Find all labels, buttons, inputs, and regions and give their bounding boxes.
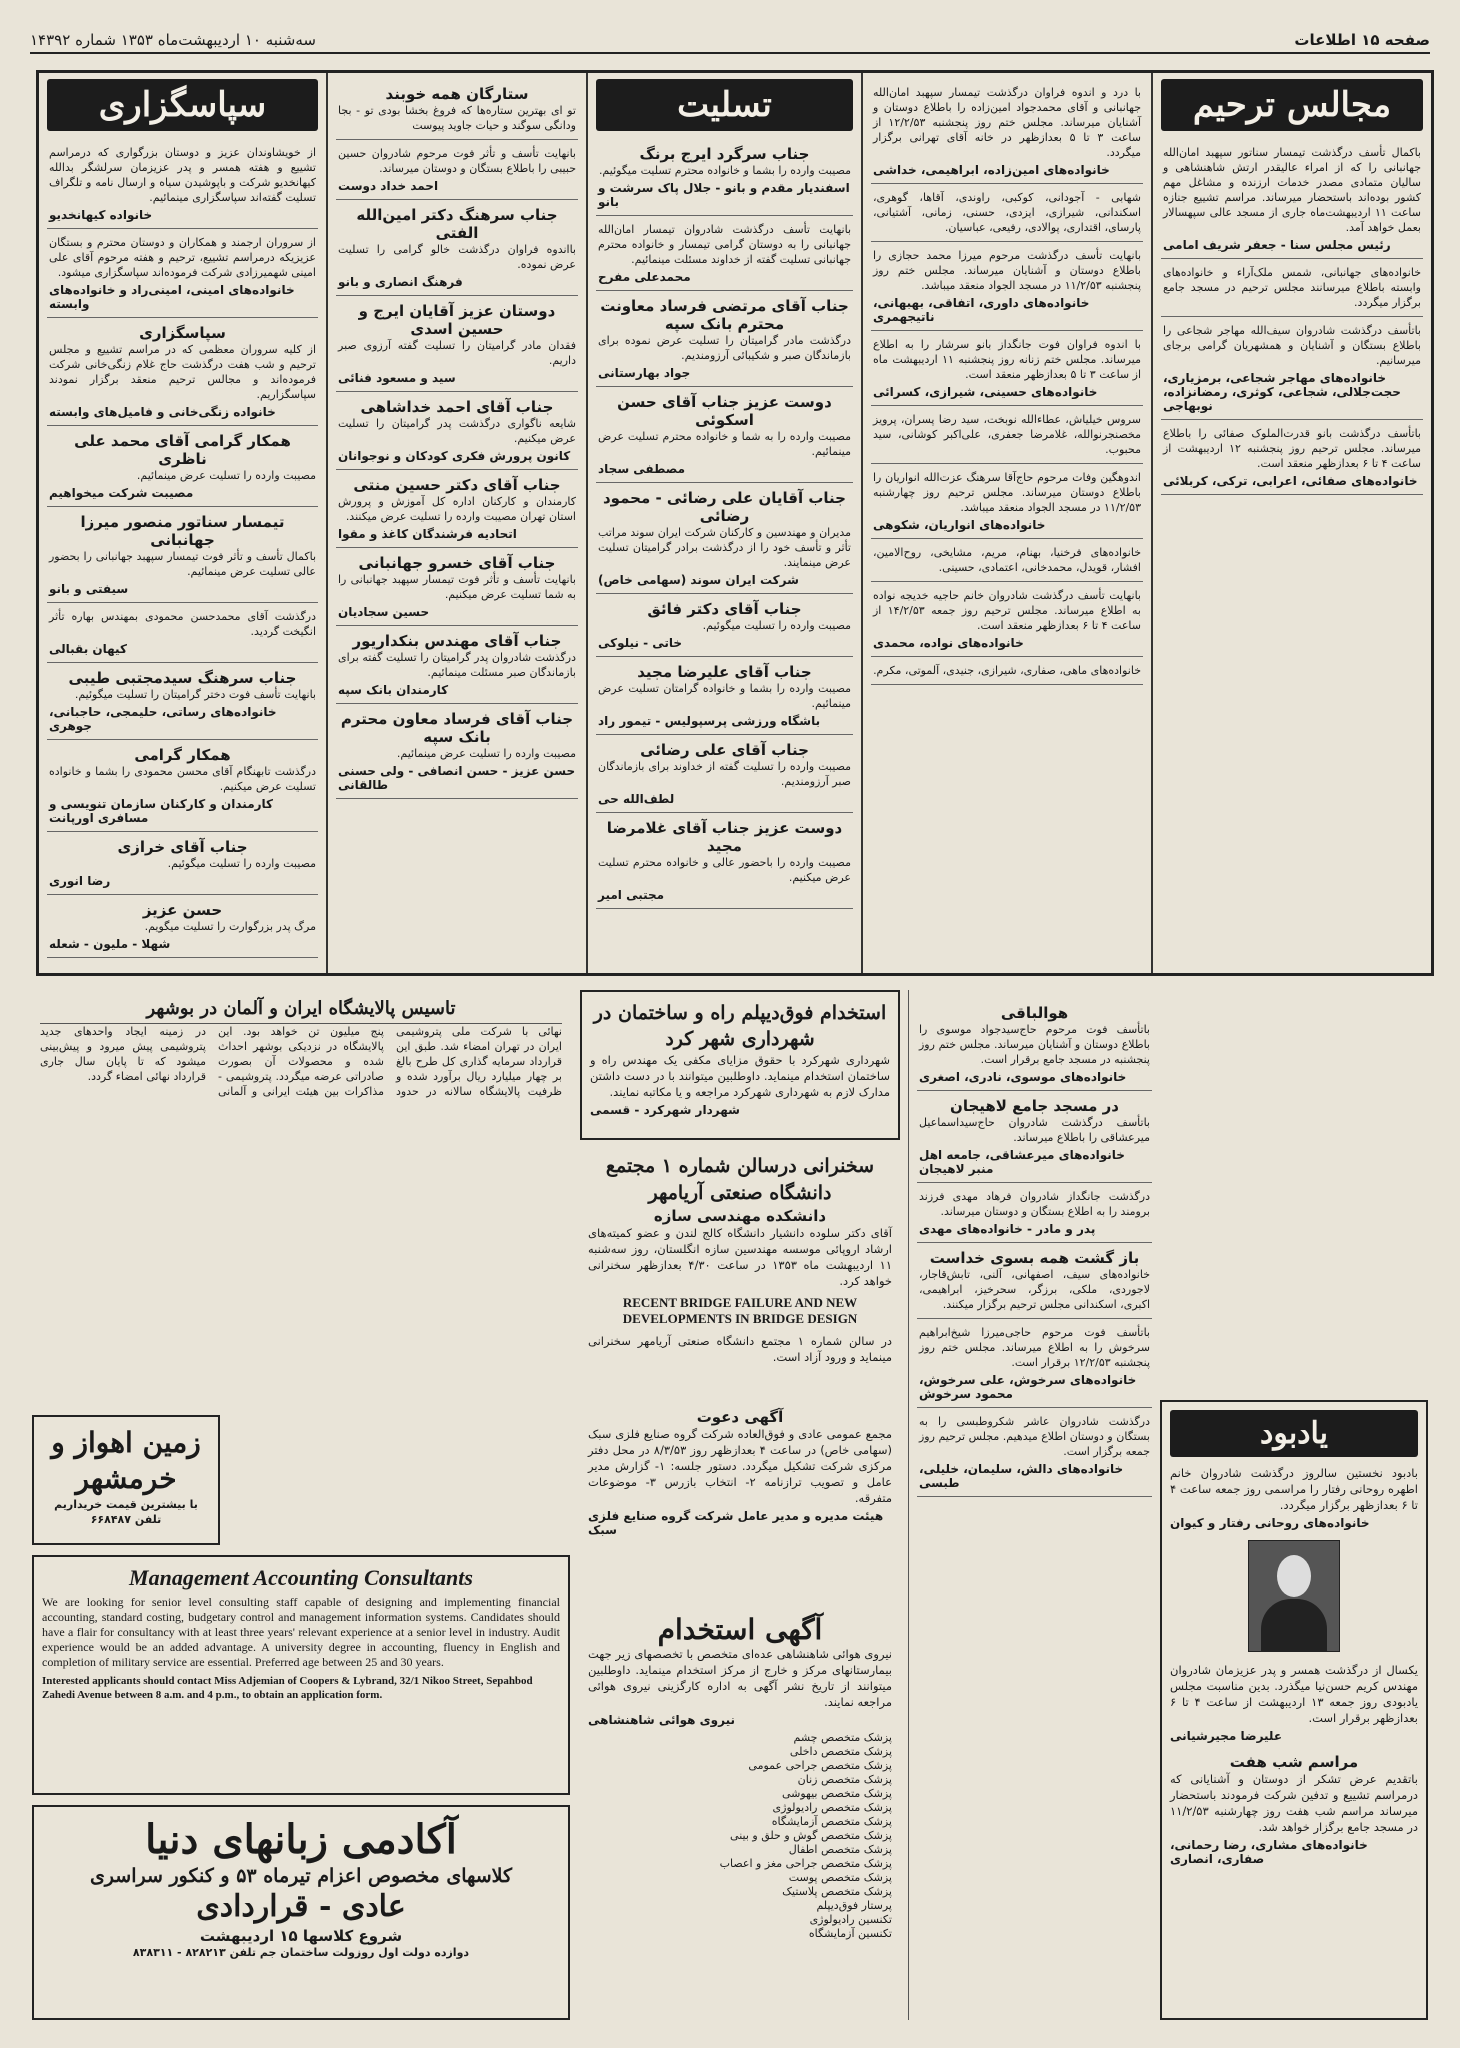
seventh-night-title: مراسم شب هفت <box>1229 1753 1359 1771</box>
notice-text: شهابی - آجودانی، کوکبی، راوندی، آقاها، گوهری، اسکندانی، شیرازی، ایزدی، حسنی، زمانی، آشتیانی، پارسای، اقتداری، پوالادی، رفیعی، عباسیان. <box>873 191 1141 234</box>
notice-block <box>596 291 853 387</box>
notice-text: شایعه ناگواری درگذشت پدر گرامیتان را تسلیت عرض میکنیم. <box>338 417 576 445</box>
header-page-info: صفحه ۱۵ اطلاعات <box>1294 31 1430 49</box>
notice-block <box>917 1091 1152 1183</box>
notice-title: باز گشت همه بسوی خداست <box>929 1249 1140 1267</box>
notice-signature: شرکت ایران سوند (سهامی خاص) <box>598 573 799 587</box>
land-phone: تلفن ۶۶۸۴۸۷ <box>90 1513 162 1526</box>
notice-signature: اسفندیار مقدم و بانو - جلال پاک سرشت و بانو <box>598 181 850 209</box>
notice-text: بانهایت تأسف درگذشت مرحوم میرزا محمد حجازی را باطلاع دوستان و آشنایان میرساند. مجلس ختم روز پنجشنبه ۱۱/۲/۵۳ در مسجد الجواد منعقد میباشد. <box>873 249 1141 292</box>
notice-block <box>871 657 1143 685</box>
notice-title: سپاسگزاری <box>139 324 226 342</box>
notice-signature: خانواده‌های دالش، سلیمان، خلیلی، طبسی <box>919 1462 1124 1490</box>
notice-text: مصیبت وارده را تسلیت عرض مینمائیم. <box>136 469 316 482</box>
engineer-ad-sign: شهردار شهرکرد - قسمی <box>590 1103 740 1117</box>
column-thanks <box>39 73 326 973</box>
notice-block <box>917 1408 1152 1497</box>
lecture-note: در سالن شماره ۱ مجتمع دانشگاه صنعتی آریامهر سخنرانی مینماید و ورود آزاد است. <box>588 1334 892 1364</box>
notice-text: مصیبت وارده را باحضور عالی و خانواده محترم تسلیت عرض میکنیم. <box>598 856 851 884</box>
notice-text: از کلیه سروران معظمی که در مراسم تشییع و مجلس ترحیم و شب هفت درگذشت حاج غلام زنگی‌خانی شرکت فرموده‌اند و مجالس ترحیم منعقد برگزار نمودند سپاسگزاریم. <box>49 343 316 401</box>
lecture-english-title: RECENT BRIDGE FAILURE AND NEW DEVELOPMENTS IN BRIDGE DESIGN <box>622 1295 858 1326</box>
notice-signature: خاتی - نیلوکی <box>598 636 683 650</box>
notice-title: جناب آقای احمد خداشاهی <box>360 398 554 416</box>
seventh-night-sign: خانواده‌های مشاری، رضا رحمانی، صفاری، انصاری <box>1170 1838 1368 1866</box>
hiring-list-item: پزشک متخصص پوست <box>788 1871 892 1884</box>
notice-title: جناب آقای مهندس بنکداریور <box>352 632 562 650</box>
hiring-list-item: پزشک متخصص آزمایشگاه <box>771 1815 892 1828</box>
notice-title: جناب آقایان علی رضائی - محمود رضائی <box>602 489 846 525</box>
column-condolences-continued <box>326 73 586 973</box>
notice-text: از خویشاوندان عزیز و دوستان بزرگواری که درمراسم تشییع و هفته همسر و پدر عزیزمان سرلشگر بدالله کیهانخدیو شرکت و باپوشیدن سیاه و ارسال نامه و تلگراف تسلیت گفته‌اند سپاسگزاری مینمائیم. <box>49 146 316 204</box>
notice-block <box>1161 317 1423 420</box>
hiring-list-item: پرستار فوق‌دیپلم <box>816 1899 892 1912</box>
notice-title: همکار گرامی آقای محمد علی ناظری <box>74 432 291 468</box>
notice-signature: شهلا - ملیون - شعله <box>49 937 171 951</box>
notice-text: بانهایت تأسف و تأثر فوت تیمسار سپهبد جهانبانی را به شما تسلیت عرض میکنیم. <box>338 573 576 601</box>
notice-block <box>1161 420 1423 495</box>
notice-signature: باشگاه ورزشی پرسپولیس - تیمور راد <box>598 714 821 728</box>
notice-block <box>871 539 1143 582</box>
english-ad-title: Management Accounting Consultants <box>129 1565 473 1590</box>
engineer-hiring-ad <box>580 990 900 1140</box>
notice-block <box>871 79 1143 184</box>
notice-signature: خانواده‌های سرخوش، علی سرخوش، محمود سرخوش <box>919 1373 1137 1401</box>
notice-text: مصیبت وارده را تسلیت عرض مینمائیم. <box>396 747 576 760</box>
refinery-title: تاسیس پالایشگاه ایران و آلمان در بوشهر <box>40 998 562 1024</box>
notice-signature: پدر و مادر - خانواده‌های مهدی <box>919 1222 1096 1236</box>
notice-block <box>871 331 1143 406</box>
lecture-notice <box>580 1145 900 1395</box>
notice-signature: اتحادیه فرشندگان کاغذ و مقوا <box>338 527 517 541</box>
notice-text: بانهایت تأسف درگذشت شادروان خانم حاجیه خدیجه نواده به اطلاع میرساند. مجلس ترحیم روز جمعه ۱۴/۲/۵۳ از ساعت ۴ تا ۶ بعدازظهر منعقد است. <box>873 589 1141 632</box>
notice-title: دوست عزیز جناب آقای غلامرضا مجید <box>606 819 843 855</box>
notice-text: مصیبت وارده را تسلیت گفته از خداوند برای بازماندگان صبر آرزومندیم. <box>598 760 851 788</box>
notice-block <box>917 1243 1152 1319</box>
obituary-section <box>36 70 1434 976</box>
hiring-sign: نیروی هوائی شاهنشاهی <box>588 1713 735 1727</box>
invite-sign: هیئت مدیره و مدیر عامل شرکت گروه صنایع فلزی سبک <box>588 1509 884 1537</box>
notice-title: جناب آقای دکتر فائق <box>647 600 802 618</box>
notice-text: خانواده‌های جهانبانی، شمس ملک‌آراء و خانواده‌های وابسته باطلاع میرسانند مجلس ترحیم در مسجد جامع برگزار میگردد. <box>1163 266 1421 309</box>
notice-signature: خانواده‌های امینی، امینی‌راد و خانواده‌های وابسته <box>49 283 295 311</box>
notice-text: سروس خیلیاش، عطاءالله نوبخت، سید رضا پسران، پرویز مخصنجرنوالله، غلامرضا جعفری، علی‌اکبر کوشانی، سید محبوب. <box>873 413 1141 456</box>
hiring-list-item: پزشک متخصص پلاستیک <box>782 1885 892 1898</box>
column-ceremonies-lower <box>908 990 1160 2020</box>
notice-signature: خانواده‌های انواریان، شکوهی <box>873 518 1046 532</box>
notice-signature: خانواده‌های صفائی، اعرابی، ترکی، کربلائی <box>1163 474 1418 488</box>
notice-signature: خانواده‌های حسینی، شیرازی، کسرائی <box>873 385 1098 399</box>
lecture-title: سخنرانی درسالن شماره ۱ مجتمع دانشگاه صنعتی آریامهر <box>605 1155 875 1204</box>
academy-title: آکادمی زبانهای دنیا <box>145 1816 457 1863</box>
notice-signature: کارمندان و کارکنان سازمان تنویسی و مسافری اورپانت <box>49 797 274 825</box>
header-date-issue: سه‌شنبه ۱۰ اردیبهشت‌ماه ۱۳۵۳ شماره ۱۴۳۹۲ <box>30 31 316 49</box>
hiring-list-item: پزشک متخصص چشم <box>793 1731 892 1744</box>
notice-text: باتأسف فوت مرحوم حاجی‌میرزا شیخ‌ابراهیم سرخوش را به اطلاع میرساند. مجلس ختم روز پنجشنبه ۱۲/۲/۵۳ برقرار است. <box>919 1326 1150 1369</box>
lecture-text: آقای دکتر سلوده دانشیار دانشگاه کالج لندن و عضو کمیته‌های ارشاد اروپائی موسسه مهندسین سازه انگلستان، روز سه‌شنبه ۱۱ اردیبهشت ماه ۱۳۵۳ در ساعت ۴/۳۰ بعدازظهر سخنرانی خواهد کرد. <box>588 1226 893 1288</box>
notice-text: درگذشت شادروان عاشر شکروطبسی را به بستگان و دوستان اطلاع میدهیم. مجلس ترحیم روز جمعه برگزار است. <box>919 1415 1150 1458</box>
notice-text: باتأسف درگذشت شادروان حاج‌سیداسماعیل میرعشاقی را باطلاع میرساند. <box>919 1116 1150 1144</box>
notice-text: مدیران و مهندسین و کارکنان شرکت ایران سوند مراتب تأثر و تأسف خود را از درگذشت برادر گرامیتان تسلیت عرض مینمایند. <box>598 526 851 569</box>
notice-text: درگذشت مادر گرامیتان را تسلیت عرض نموده برای بازماندگان صبر و شکیبائی آرزومندیم. <box>598 334 851 362</box>
notice-title: جناب آقای دکتر حسین منتی <box>353 476 561 494</box>
notice-title: جناب سرگرد ایرج برنگ <box>639 145 810 163</box>
column-banner: سپاسگزاری <box>47 79 318 131</box>
notice-block <box>47 139 318 229</box>
hiring-list-item: تکنسین رادیولوژی <box>809 1913 892 1926</box>
notice-block <box>596 657 853 735</box>
notice-signature: جواد بهارستانی <box>598 366 691 380</box>
notice-block <box>1161 139 1423 259</box>
academy-line3: شروع کلاسها ۱۵ اردیبهشت <box>199 1927 403 1945</box>
notice-title: همکار گرامی <box>134 746 231 764</box>
notice-text: مرگ پدر بزرگوارت را تسلیت میگویم. <box>144 920 316 933</box>
notice-block <box>47 229 318 318</box>
notice-signature: سیفتی و بانو <box>49 582 129 596</box>
memorial-caption: یکسال از درگذشت همسر و پدر عزیزمان شادروان مهندس کریم حسن‌نیا میگذرد. بدین مناسبت مجلس یادبودی روز جمعه ۱۳ اردیبهشت از ساعت ۴ تا ۶ بعدازظهر برقرار است. <box>1170 1663 1419 1725</box>
notice-text: با درد و اندوه فراوان درگذشت تیمسار سپهبد امان‌الله جهانبانی و آقای محمدجواد امین‌زاده را باطلاع دوستان و آشنایان میرساند. مجلس ختم روز پنجشنبه ۱۲/۲/۵۳ از ساعت ۳ تا ۵ بعدازظهر در خانه آقای تهرانی برگزار میگردد. <box>873 86 1141 159</box>
notice-block <box>47 318 318 426</box>
notice-text: کارمندان و کارکنان اداره کل آموزش و پرورش استان تهران مصیبت وارده را تسلیت عرض میکنند. <box>338 495 576 523</box>
notice-block <box>47 832 318 895</box>
notice-title: جناب آقای علی رضائی <box>640 741 809 759</box>
notice-block <box>917 1183 1152 1243</box>
column-condolences <box>586 73 861 973</box>
page-header <box>30 28 1430 54</box>
notice-block <box>871 406 1143 464</box>
notice-block <box>336 296 578 392</box>
notice-text: بانهایت تأسف درگذشت شادروان تیمسار امان‌الله جهانبانی را به دوستان گرامی تیمسار و خانواده محترم جهانبانی تسلیت گفته از خداوند مسئلت مینمائیم. <box>598 223 851 266</box>
notice-block <box>47 603 318 663</box>
notice-text: باتأسف فوت مرحوم حاج‌سیدجواد موسوی را باطلاع دوستان و آشنایان میرساند. مجلس ختم روز پنجشنبه در مسجد جامع برقرار است. <box>919 1023 1150 1066</box>
notice-block <box>596 594 853 657</box>
notice-text: بانهایت تأسف و تأثر فوت مرحوم شادروان حسین حبیبی را باطلاع بستگان و دوستان میرساند. <box>338 147 576 175</box>
notice-block <box>596 483 853 594</box>
column-banner: مجالس ترحیم <box>1161 79 1423 131</box>
notice-text: خانواده‌های سیف، اصفهانی، آلنی، تابش‌قاجار، لاجوردی، ملکی، برزگر، سحرخیز، ابراهیمی، اکبری، اسکندانی مجلس ترحیم برگزار میکنند. <box>919 1268 1150 1311</box>
notice-signature: خانواده‌های داوری، اتفاقی، بهبهانی، ناتیجهمری <box>873 296 1090 324</box>
hiring-list-item: پزشک متخصص اطفال <box>788 1843 892 1856</box>
notice-text: مصیبت وارده را بشما و خانواده گرامتان تسلیت عرض مینمائیم. <box>598 682 851 710</box>
notice-text: باکمال تأسف درگذشت تیمسار سناتور سپهبد امان‌الله جهانبانی را که از امراء عالیقدر ارتش شاهنشاهی و سالیان متمادی مصدر خدمات ارزنده و مشاغل مهم کشور بوده‌اند باستحضار میرساند. مراسم تشییع جنازه ساعت ۱۱ اردیبهشت‌ماه جاری از مسجد عالی سپهسالار بعمل خواهد آمد. <box>1163 146 1421 234</box>
land-text: با بیشترین قیمت خریداریم <box>54 1498 198 1511</box>
notice-block <box>917 1319 1152 1408</box>
notice-text: بانهایت تأسف فوت دختر گرامیتان را تسلیت میگوئیم. <box>74 688 316 701</box>
notice-signature: مصطفی سجاد <box>598 462 686 476</box>
job-ad-airforce <box>580 1605 900 2025</box>
notice-block <box>871 184 1143 242</box>
notice-title: دوستان عزیز آقایان ایرج و حسین اسدی <box>358 302 556 338</box>
hiring-list-item: پزشک متخصص جراحی عمومی <box>748 1759 892 1772</box>
notice-text: مصیبت وارده را بشما و خانواده محترم تسلیت میگوئیم. <box>598 164 851 177</box>
notice-title: جناب آقای علیرضا مجید <box>637 663 812 681</box>
notice-block <box>1161 259 1423 317</box>
notice-block <box>336 470 578 548</box>
notice-signature: خانواده‌های میرعشاقی، جامعه اهل منبر لاهیجان <box>919 1148 1125 1176</box>
notice-title: حسن عزیز <box>142 901 223 919</box>
notice-text: مصیبت وارده را تسلیت میگوئیم. <box>702 619 851 632</box>
column-mourning-ceremonies <box>1151 73 1431 973</box>
notice-title: جناب آقای خسرو جهانبانی <box>358 554 556 572</box>
notice-title: ستارگان همه خوبند <box>385 85 529 103</box>
notice-signature: مصیبت شرکت میخواهیم <box>49 486 194 500</box>
notice-block <box>871 242 1143 331</box>
notice-signature: رضا انوری <box>49 874 111 888</box>
notice-block <box>336 79 578 140</box>
notice-title: تیمسار سناتور منصور میرزا جهانبانی <box>80 513 285 549</box>
hiring-list-item: پزشک متخصص بیهوشی <box>781 1787 892 1800</box>
notice-block <box>596 139 853 216</box>
notice-title: دوست عزیز جناب آقای حسن اسکوئی <box>617 393 832 429</box>
notice-block <box>871 464 1143 539</box>
notice-signature: خانواده‌های موسوی، نادری، اصغری <box>919 1070 1127 1084</box>
memorial-box <box>1160 1400 1428 2020</box>
meeting-invitation <box>580 1400 900 1600</box>
notice-signature: احمد خداد دوست <box>338 179 439 193</box>
notice-text: خانواده‌های ماهی، صفاری، شیرازی، جنیدی، آلموتی، مکرم. <box>873 664 1141 677</box>
notice-text: باتأسف درگذشت شادروان سیف‌الله مهاجر شجاعی را باطلاع بستگان و آشنایان و همشهریان گرامی برجای میرسانیم. <box>1163 324 1421 367</box>
notice-signature: لطف‌الله حی <box>598 792 675 806</box>
notice-signature: کیهان بقبالی <box>49 642 127 656</box>
english-job-ad <box>32 1555 570 1795</box>
notice-signature: کارمندان بانک سپه <box>338 683 449 697</box>
notice-title: هوالباقی <box>1000 1004 1069 1022</box>
seventh-night-text: باتقدیم عرض تشکر از دوستان و آشنایانی که درمراسم تشییع و تدفین شرکت فرمودند باستحضار میرساند مراسم شب هفت روز چهارشنبه ۱۱/۲/۵۳ در مسجد جامع برگزار خواهد شد. <box>1170 1772 1418 1834</box>
column-ceremonies-continued <box>861 73 1151 973</box>
academy-line2: عادی - قراردادی <box>196 1889 406 1924</box>
hiring-text: نیروی هوائی شاهنشاهی عده‌ای متخصص با تخصصهای زیر جهت بیمارستانهای مرکز و خارج از مرکز استخدام مینماید. داوطلبین میتوانند از تاریخ نشر آگهی به اداره کارگزینی نیروی هوائی مراجعه نمایند. <box>588 1647 892 1709</box>
notice-block <box>917 998 1152 1091</box>
notice-block <box>596 813 853 909</box>
notice-block <box>871 582 1143 657</box>
memorial-text: بادبود نخستین سالروز درگذشت شادروان خانم اطهره روحانی رفتار را مراسمی روز جمعه ساعت ۴ تا ۶ بعدازظهر برگزار میگردد. <box>1170 1466 1418 1512</box>
notice-text: با اندوه فراوان فوت جانگداز بانو سرشار را به اطلاع میرساند. مجلس ختم زنانه روز پنجشنبه ۱۱ اردیبهشت ماه از ساعت ۳ تا ۵ بعدازظهر منعقد است. <box>873 338 1141 381</box>
notice-title: جناب آقای خرازی <box>117 838 248 856</box>
academy-line1: کلاسهای مخصوص اعزام تیرماه ۵۳ و کنکور سراسری <box>89 1865 513 1887</box>
refinery-news <box>32 990 570 1410</box>
notice-text: مصیبت وارده را تسلیت میگوئیم. <box>167 857 316 870</box>
lecture-sub: دانشکده مهندسی سازه <box>653 1207 827 1225</box>
column-banner: تسلیت <box>596 79 853 131</box>
notice-block <box>47 507 318 603</box>
english-ad-body: We are looking for senior level consulting staff capable of designing and implementing financial accounting, standard costing, budgetary control and management information systems. Candidates should have a flair for consultancy with at least three years' relevant experience at a senior level in industry. Audit experience would be an added advantage. A university degree in accounting, fluency in English and completion of military service are essential. Preferred age between 25 and 30 years. <box>42 1595 560 1669</box>
notice-text: درگذشت شادروان پدر گرامیتان را تسلیت گفته برای بازماندگان صبر مسئلت مینمائیم. <box>338 651 576 679</box>
invite-text: مجمع عمومی عادی و فوق‌العاده شرکت گروه صنایع فلزی سبک (سهامی خاص) در ساعت ۴ بعدازظهر روز ۸/۳/۵۳ در محل دفتر مرکزی شرکت تشکیل میگردد. دستور جلسه: ۱- گزارش مدیر عامل و تصویب ترازنامه ۲- انتخاب بازرس ۳- موضوعات متفرقه. <box>588 1427 893 1505</box>
notice-signature: خانواده کیهانخدیو <box>49 208 153 222</box>
notice-title: جناب سرهنگ سیدمجتبی طیبی <box>68 669 297 687</box>
notice-text: درگذشت آقای محمدحسن محمودی بمهندس بهاره تأثر انگیخت گردید. <box>49 610 316 638</box>
notice-text: درگذشت جانگداز شادروان فرهاد مهدی فرزند برومند را به اطلاع بستگان و دوستان میرساند. <box>919 1190 1150 1218</box>
notice-block <box>47 426 318 507</box>
notice-text: تو ای بهترین ستاره‌ها که فروغ بخشا بودی تو - بجا ودانگی سوگند و حیات جاوید پیوست <box>338 104 576 132</box>
english-ad-contact: Interested applicants should contact Miss Adjemian of Coopers & Lybrand, 32/1 Nikoo Street, Sepahbod Zahedi Avenue between 8 a.m. and 4 p.m., to obtain an application form. <box>42 1675 533 1701</box>
memorial-banner: یادبود <box>1170 1410 1418 1457</box>
notice-title: جناب آقای فرساد معاون محترم بانک سپه <box>340 710 574 746</box>
notice-title: جناب سرهنگ دکتر امین‌الله الفتی <box>356 206 558 242</box>
notice-signature: محمدعلی مفرح <box>598 270 691 284</box>
memorial-sign2: علیرضا مجیرشیانی <box>1170 1729 1283 1743</box>
hiring-list-item: پزشک متخصص داخلی <box>789 1745 892 1758</box>
memorial-sign: خانواده‌های روحانی رفتار و کیوان <box>1170 1516 1370 1530</box>
notice-text: خانواده‌های فرخنیا، بهنام، مریم، مشایخی، روح‌الامین، افشار، قویدل، محمدخانی، اعتمادی، حسینی. <box>873 546 1141 574</box>
notice-text: فقدان مادر گرامیتان را تسلیت گفته آرزوی صبر داریم. <box>338 339 576 367</box>
notice-text: باکمال تأسف و تأثر فوت تیمسار سپهبد جهانبانی را بحضور عالی تسلیت عرض مینمائیم. <box>49 550 316 578</box>
land-title: زمین اهواز و خرمشهر <box>51 1426 201 1495</box>
notice-signature: فرهنگ انصاری و بانو <box>338 275 463 289</box>
refinery-text: نهائی با شرکت ملی پتروشیمی ایران در تهران امضاء شد. طبق این قرارداد سرمایه گذاری کل طرح بالغ بر چهار میلیارد ریال برآورد شده و ظرفیت پالایشگاه سالانه در حدود پنج میلیون تن خواهد بود. این پالایشگاه در نزدیکی بوشهر احداث شده و محصولات آن بصورت صادراتی عرضه میگردد. پتروشیمی - مذاکرات بین هیئت ایرانی و آلمانی در زمینه ایجاد واحدهای جدید پتروشیمی پیش میرود و پیش‌بینی میشود که تا پایان سال جاری قرارداد نهائی امضاء گردد. <box>40 1025 562 1098</box>
notice-text: بااندوه فراوان درگذشت خالو گرامی را تسلیت عرض نموده. <box>338 243 576 271</box>
notice-signature: سید و مسعود فنائی <box>338 371 456 385</box>
notice-block <box>596 735 853 813</box>
hiring-list <box>588 1731 892 1941</box>
notice-block <box>336 548 578 626</box>
notice-block <box>336 704 578 799</box>
notice-title: در مسجد جامع لاهیجان <box>950 1097 1119 1115</box>
notice-block <box>336 626 578 704</box>
invite-title: آگهی دعوت <box>696 1408 784 1426</box>
engineer-ad-title: استخدام فوق‌دیپلم راه و ساختمان در شهرداری شهر کرد <box>593 1002 887 1050</box>
hiring-list-item: پزشک متخصص رادیولوژی <box>772 1801 892 1814</box>
notice-text: درگذشت تابهنگام آقای محسن محمودی را بشما و خانواده تسلیت عرض میکنیم. <box>49 765 316 793</box>
engineer-ad-text: شهرداری شهرکرد با حقوق مزایای مکفی یک مهندس راه و ساختمان استخدام مینماید. داوطلبین میتوانند با در دست داشتن مدارک لازم به شهرداری شهرکرد مراجعه و یا مکاتبه نمایند. <box>590 1053 890 1099</box>
memorial-photo <box>1248 1540 1340 1652</box>
notice-text: باتأسف درگذشت بانو قدرت‌الملوک صفائی را باطلاع میرساند. مجلس ترحیم روز پنجشنبه ۱۲ اردیبهشت از ساعت ۴ تا ۶ بعدازظهر منعقد است. <box>1163 427 1421 470</box>
notice-signature: رئیس مجلس سنا - جعفر شریف امامی <box>1163 238 1391 252</box>
notice-signature: خانواده‌های نواده، محمدی <box>873 636 1024 650</box>
notice-text: اندوهگین وفات مرحوم حاج‌آقا سرهنگ عزت‌الله انواریان را باطلاع دوستان میرساند. مجلس ترحیم روز چهارشنبه ۱۱/۲/۵۳ در مسجد الجواد منعقد میباشد. <box>873 471 1141 514</box>
notice-signature: حسین سجادیان <box>338 605 430 619</box>
notice-signature: حسن عزیز - حسن انصافی - ولی حسنی طالقانی <box>338 764 576 792</box>
notice-signature: خانواده زنگی‌خانی و فامیل‌های وابسته <box>49 405 276 419</box>
hiring-list-item: پزشک متخصص جراحی مغز و اعصاب <box>719 1857 892 1870</box>
notice-signature: کانون پرورش فکری کودکان و نوجوانان <box>338 449 571 463</box>
hiring-list-item: پزشک متخصص گوش و حلق و بینی <box>730 1829 892 1842</box>
language-academy-ad <box>32 1805 570 2020</box>
hiring-title: آگهی استخدام <box>657 1613 823 1646</box>
hiring-list-item: تکنسین آزمایشگاه <box>808 1927 892 1940</box>
notice-signature: مجتبی امیر <box>598 888 665 902</box>
notice-block <box>596 216 853 291</box>
notice-signature: خانواده‌های رساتی، حلیمجی، حاجبانی، جوهری <box>49 705 277 733</box>
notice-text: از سروران ارجمند و همکاران و دوستان محترم و بستگان عزیزیکه درمراسم تشییع، ترحیم و هفته مرحوم آقای علی امینی شهمیرزادی شرکت فرموده‌اند سپاسگزاری میشود. <box>49 236 316 279</box>
notice-signature: خانواده‌های امین‌زاده، ابراهیمی، خداشی <box>873 163 1110 177</box>
academy-line4: دوازده دولت اول روزولت ساختمان جم تلفن ۸۲۸۲۱۳ - ۸۳۸۳۱۱ <box>132 1946 470 1959</box>
notice-block <box>47 895 318 958</box>
notice-block <box>47 740 318 832</box>
notice-signature: خانواده‌های مهاجر شجاعی، برمزیاری، حجت‌جلالی، شجاعی، کوثری، رمضانزاده، نوبهاجی <box>1163 371 1401 413</box>
notice-block <box>47 663 318 740</box>
notice-block <box>336 140 578 200</box>
notice-block <box>596 387 853 483</box>
notice-block <box>336 200 578 296</box>
notice-block <box>336 392 578 470</box>
hiring-list-item: پزشک متخصص زنان <box>797 1773 892 1786</box>
notice-title: جناب آقای مرتضی فرساد معاونت محترم بانک سپه <box>600 297 849 333</box>
notice-text: مصیبت وارده را به شما و خانواده محترم تسلیت عرض مینمائیم. <box>598 430 851 458</box>
land-ad <box>32 1415 220 1545</box>
